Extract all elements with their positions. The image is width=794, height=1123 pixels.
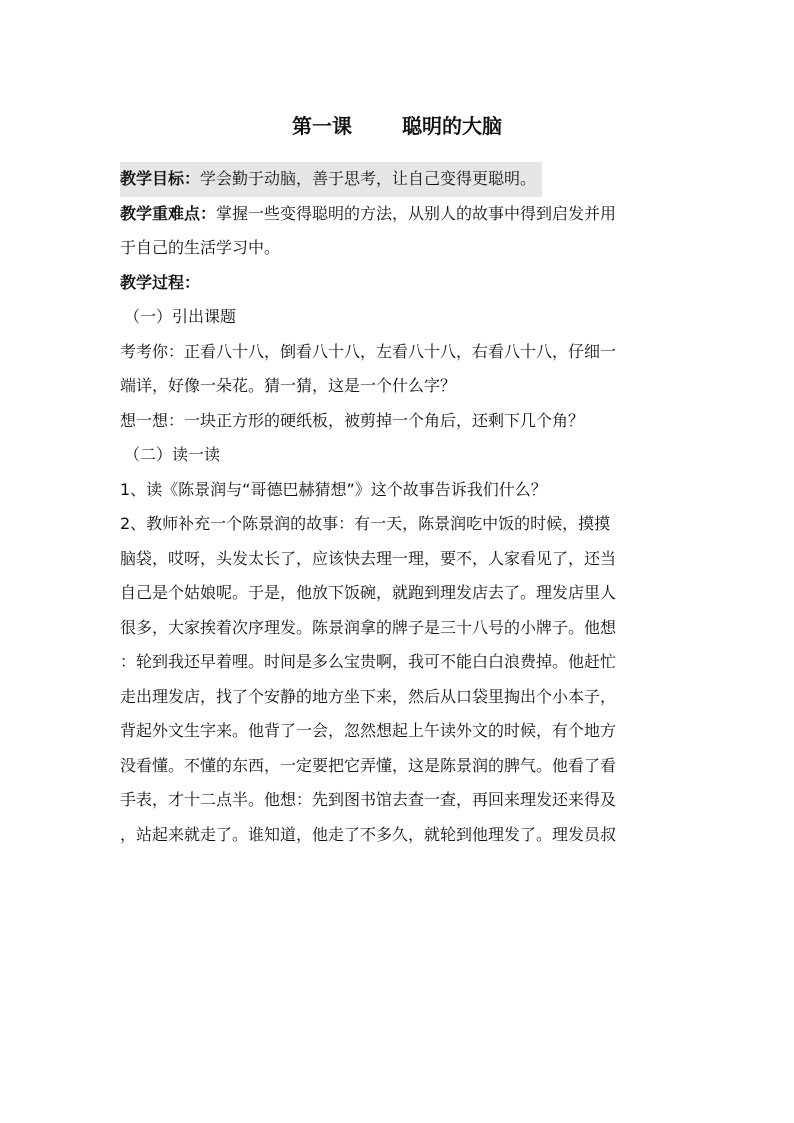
story-line: 脑袋，哎呀，头发太长了，应该快去理一理，要不，人家看见了，还当 (120, 548, 617, 568)
section2-heading: （二）读一读 (124, 445, 221, 464)
lesson-number: 第一课 (292, 114, 352, 138)
think-question: 想一想：一块正方形的硬纸板，被剪掉一个角后，还剩下几个角？ (120, 410, 585, 430)
objective-highlight (120, 162, 542, 197)
reading-item-1: 1、读《陈景润与“哥德巴赫猜想”》这个故事告诉我们什么？ (120, 479, 547, 499)
story-line: 2、教师补充一个陈景润的故事：有一天，陈景润吃中饭的时候，摸摸 (120, 514, 611, 533)
process-label: 教学过程： (120, 272, 201, 292)
riddle-line-2: 端详，好像一朵花。猜一猜，这是一个什么字？ (120, 376, 457, 395)
riddle-line-1: 考考你：正看八十八，倒看八十八，左看八十八，右看八十八，仔细一 (120, 341, 617, 361)
story-line: 很多，大家挨着次序理发。陈景润拿的牌子是三十八号的小牌子。他想 (120, 617, 617, 637)
story-line: ：轮到我还早着哩。时间是多么宝贵啊，我可不能白白浪费掉。他赶忙 (120, 652, 617, 671)
key-points-text-1: 掌握一些变得聪明的方法，从别人的故事中得到启发并用 (216, 203, 617, 223)
story-line: 手表，才十二点半。他想：先到图书馆去查一查，再回来理发还来得及 (120, 790, 617, 809)
key-points-label: 教学重难点： (120, 203, 217, 223)
objective-line (120, 162, 680, 197)
objective-label: 教学目标： (120, 169, 201, 188)
lesson-title (0, 112, 794, 140)
key-points-line-2: 于自己的生活学习中。 (120, 238, 281, 257)
story-line: ，站起来就走了。谁知道，他走了不多久，就轮到他理发了。理发员叔 (120, 824, 617, 844)
section1-heading: （一）引出课题 (124, 307, 237, 326)
lesson-name: 聪明的大脑 (402, 114, 502, 138)
reading-item-2 (120, 507, 680, 852)
key-points-line-1 (120, 197, 680, 232)
story-line: 自己是个姑娘呢。于是，他放下饭碗，就跑到理发店去了。理发店里人 (120, 583, 617, 602)
document-body (120, 162, 680, 852)
story-line: 背起外文生字来。他背了一会，忽然想起上午读外文的时候，有个地方 (120, 721, 617, 740)
story-line: 走出理发店，找了个安静的地方坐下来，然后从口袋里掏出个小本子， (120, 686, 617, 706)
story-line: 没看懂。不懂的东西，一定要把它弄懂，这是陈景润的脾气。他看了看 (120, 755, 617, 775)
objective-text: 学会勤于动脑，善于思考，让自己变得更聪明。 (200, 169, 537, 188)
